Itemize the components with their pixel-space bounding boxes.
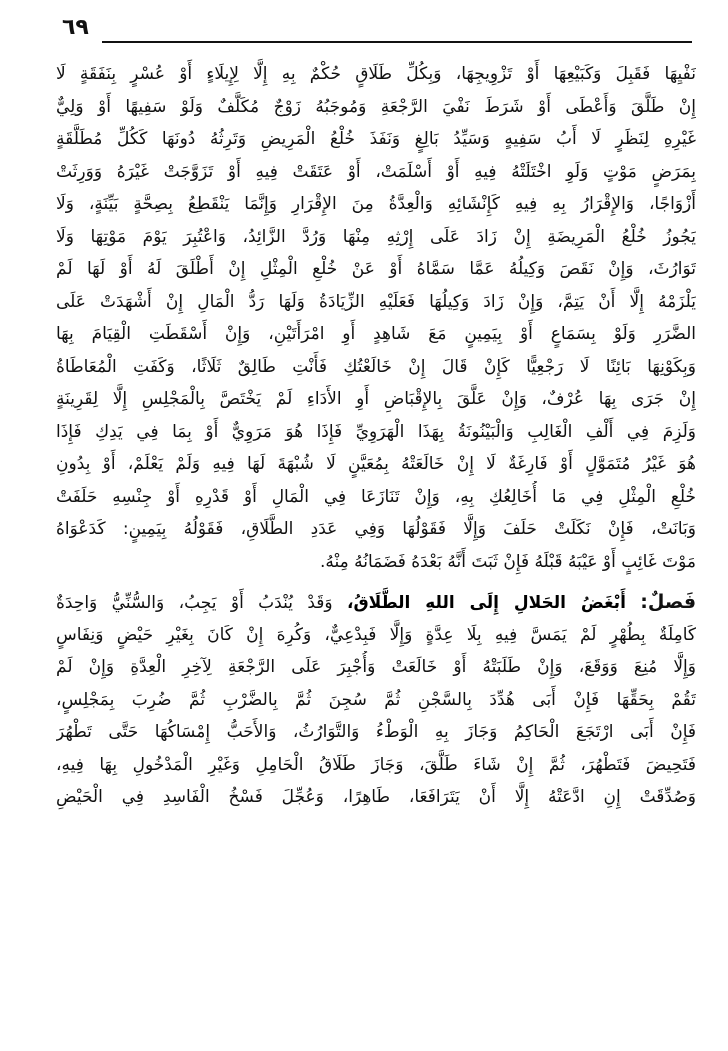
header-rule xyxy=(102,41,692,43)
text-line: فَإِنْ أَبَى ارْتَجَعَ الْحَاكِمُ وَجَازَ بِهِ الْوَطْءُ وَالتَّوَارُثُ، وَالأَحَبُّ إِمْسَاكُهَا حَتَّى تَطْهُرَ xyxy=(56,722,696,742)
text-line: تَقُمْ بِحَقِّهَا فَإِنْ أَبَى هُدِّدَ بِالسَّجْنِ ثُمَّ سُجِنَ ثُمَّ بِالضَّرْبِ ثُمَّ ضُرِبَ بِمَجْلِسٍ، xyxy=(56,689,696,710)
text-line: غَيْرِهِ لِنَظَرٍ لَا أَبُ سَفِيهٍ وَسَيِّدُ بَالِغٍ وَنَفَذَ خُلْعُ الْمَرِيضِ وَتَرِثُهُ دُونَهَا كَكُلِّ مُطَلَّقَةٍ xyxy=(56,129,696,149)
text-line: وَبِكَوْنِهَا بَائِنًا لَا رَجْعِيًّا كَإِنْ قَالَ إِنْ خَالَعْتُكِ فَأَنْتِ طَالِقٌ ثَلَاثًا، وَكَفَتِ الْمُعَاطَاةُ xyxy=(56,356,696,377)
text-line: وَصُدِّقَتْ إِنِ ادَّعَتْهُ إِلَّا أَنْ يَتَرَافَعَا، طَاهِرًا، وَعُجِّلَ فَسْخُ الْفَاسِدِ فِي الْحَيْضِ xyxy=(56,787,696,807)
text-line: فَتَحِيضَ فَتَطْهُرَ، ثُمَّ إِنْ شَاءَ طَلَّقَ، وَجَازَ طَلَاقُ الْحَامِلِ وَغَيْرِ الْمَدْخُولِ بِهَا فِيهِ، xyxy=(56,754,696,775)
section-heading-line xyxy=(56,586,696,619)
text-line: هُوَ غَيْرُ مُتَمَوَّلٍ أَوْ فَارِغَةٌ لَا إِنْ خَالَعَتْهُ بِمُعَيَّنٍ لَا شُبْهَةَ لَهَا فِيهِ وَلَمْ يَعْلَمْ، أَوْ بِدُونِ xyxy=(56,454,696,474)
text-line: نَفْيِهَا فَقَبِلَ وَكَبَيْعِهَا أَوْ تَزْوِيجِهَا، وَبِكُلِّ طَلَاقٍ حُكْمٌ بِهِ إِلَّا لِإِيلَاءٍ أَوْ عُسْرٍ بِنَفَقَةٍ لَا xyxy=(56,64,696,84)
text-line: وَبَانَتْ، فَإِنْ نَكَلَتْ حَلَفَ وَإِلَّا فَقَوْلُهَا وَفِي عَدَدِ الطَّلَاقِ، فَقَوْلُهُ بِيَمِينٍ: كَدَعْوَاهُ xyxy=(56,519,696,539)
text-line: أَزْوَاجًا، وَالإِقْرَارُ بِهِ فِيهِ كَإِنْشَائِهِ وَالْعِدَّةُ مِنَ الإِقْرَارِ وَإِنَّمَا يَنْقَطِعُ بِصِحَّةٍ بَيِّنَةٍ، وَلَا xyxy=(56,194,696,214)
body-text xyxy=(56,58,696,814)
text-line: كَامِلَةٌ بِطُهْرٍ لَمْ يَمَسَّ فِيهِ بِلَا عِدَّةٍ وَإِلَّا فَبِدْعِيٌّ، وَكُرِهَ إِنْ كَانَ بِغَيْرِ حَيْضٍ وَنِفَاسٍ xyxy=(56,624,696,645)
section xyxy=(56,586,696,814)
section-first-line-text: وَقَدْ يُنْدَبُ أَوْ يَجِبُ، وَالسُّنِّيُّ وَاحِدَةٌ xyxy=(56,593,333,613)
text-line: يَجُوزُ خُلْعُ الْمَرِيضَةِ إِنْ زَادَ عَلَى إِرْثِهِ مِنْهَا وَرُدَّ الزَّائِدُ، وَاعْتُبِرَ يَوْمَ مَوْتِهَا وَلَا xyxy=(56,226,696,247)
text-line: يَلْزَمْهُ إِلَّا أَنْ يَتِمَّ، وَإِنْ زَادَ وَكِيلُهَا فَعَلَيْهِ الزِّيَادَةُ وَلَهَا رَدُّ الْمَالِ إِنْ أَشْهَدَتْ عَلَى xyxy=(56,291,696,312)
section-gap xyxy=(56,578,696,586)
text-line: إِنْ جَرَى بِهَا عُرْفٌ، وَإِنْ عَلَّقَ بِالإِقْبَاضِ أَوِ الأَدَاءِ لَمْ يَخْتَصَّ بِالْمَجْلِسِ إِلَّا لِقَرِينَةٍ xyxy=(56,389,696,409)
text-line: وَلَزِمَ فِي أَلْفِ الْغَالِبِ وَالْبَيْنُونَةُ بِهَذَا الْهَرَوِيِّ فَإِذَا هُوَ مَرَوِيٌّ أَوْ بِمَا فِي يَدِكِ فَإِذَا xyxy=(56,421,696,442)
text-line: تَوَارُثَ، وَإِنْ نَقَصَ وَكِيلُهُ عَمَّا سَمَّاهُ أَوْ عَنْ خُلْعِ الْمِثْلِ إِنْ أَطْلَقَ لَهُ أَوْ لَهَا لَمْ xyxy=(56,259,696,279)
paragraph-1 xyxy=(56,58,696,578)
text-line: الضَّرَرِ وَلَوْ بِسَمَاعٍ أَوْ بِيَمِينٍ مَعَ شَاهِدٍ أَوِ امْرَأَتَيْنِ، وَإِنْ أَسْقَطَتِ الْقِيَامَ بِهَا xyxy=(56,324,696,344)
section-label: فَصلٌ: xyxy=(640,591,696,613)
page-number: ٦٩ xyxy=(62,15,89,40)
text-line: خُلْعِ الْمِثْلِ فِي مَا أُخَالِعُكِ بِهِ، وَإِنْ تَنَازَعَا فِي الْمَالِ أَوْ قَدْرِهِ أَوْ جِنْسِهِ حَلَفَتْ xyxy=(56,486,696,507)
section-title: أَبْغَضُ الحَلالِ إِلَى اللهِ الطَّلَاقُ، xyxy=(347,593,626,613)
text-line: إِنْ طَلَّقَ وَأَعْطَى أَوْ شَرَطَ نَفْيَ الرَّجْعَةِ وَمُوجَبُهُ زَوْجٌ مُكَلَّفٌ وَلَوْ سَفِيهًا أَوْ وَلِيٌّ xyxy=(56,96,696,117)
text-line: مَوْتَ غَائِبٍ أَوْ عَيْبَهُ قَبْلَهُ فَإِنْ ثَبَتَ أَنَّهُ بَعْدَهُ فَضَمَانُهُ مِنْهُ. xyxy=(319,551,696,572)
page-header xyxy=(62,14,692,44)
text-line: وَإِلَّا مُنِعَ وَوَقَعَ، وَإِنْ طَلَبَتْهُ أَوْ خَالَعَتْ وَأُجْبِرَ عَلَى الرَّجْعَةِ لِآخِرِ الْعِدَّةِ وَإِنْ لَمْ xyxy=(56,657,696,677)
text-line: بِمَرَضٍ مَوْتٍ وَلَوِ اخْتَلَتْهُ فِيهِ أَوْ أَسْلَمَتْ، أَوْ عَتَقَتْ فِيهِ أَوْ تَزَوَّجَتْ غَيْرَهُ وَوَرِثَتْ xyxy=(56,161,696,182)
